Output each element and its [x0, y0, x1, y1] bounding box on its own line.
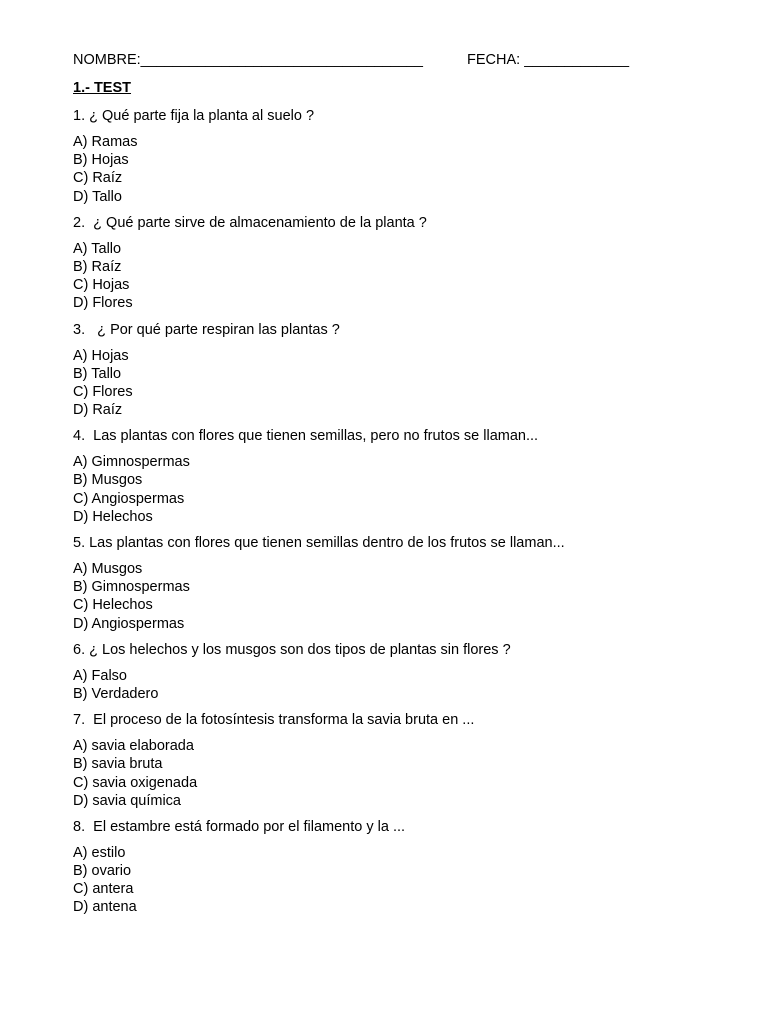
option-a: A) Hojas [73, 347, 129, 364]
option-b: B) Verdadero [73, 685, 159, 702]
question-text: 3. ¿ Por qué parte respiran las plantas ? [73, 321, 340, 338]
option-list [73, 560, 713, 633]
option-c: C) antera [73, 881, 134, 898]
option-d: D) antena [73, 899, 137, 916]
option-d: D) Angiospermas [73, 615, 185, 632]
option-list [73, 667, 713, 703]
question-text: 8. El estambre está formado por el filamento y la ... [73, 818, 406, 835]
option-c: C) savia oxigenada [73, 774, 198, 791]
nombre-field: NOMBRE:___________________________________ [73, 52, 423, 68]
question-block-5 [73, 532, 713, 633]
option-c: C) Angiospermas [73, 490, 185, 507]
option-a: A) estilo [73, 844, 126, 861]
option-d: D) savia química [73, 792, 181, 809]
option-d: D) Tallo [73, 188, 122, 205]
option-b: B) ovario [73, 863, 132, 880]
option-b: B) Hojas [73, 152, 129, 169]
question-block-8 [73, 816, 713, 917]
option-list [73, 844, 713, 917]
option-d: D) Flores [73, 295, 133, 312]
option-list [73, 347, 713, 420]
question-text: 6. ¿ Los helechos y los musgos son dos tipos de plantas sin flores ? [73, 641, 511, 658]
document-page [73, 49, 713, 917]
option-list [73, 133, 713, 206]
question-block-1 [73, 105, 713, 206]
option-a: A) Falso [73, 667, 127, 684]
question-text: 4. Las plantas con flores que tienen semillas, pero no frutos se llaman... [73, 428, 539, 445]
option-c: C) Hojas [73, 277, 130, 294]
option-c: C) Raíz [73, 170, 123, 187]
question-block-4 [73, 425, 713, 526]
question-text: 5. Las plantas con flores que tienen semillas dentro de los frutos se llaman... [73, 535, 565, 551]
header-row [73, 49, 713, 71]
question-block-7 [73, 709, 713, 810]
question-text: 2. ¿ Qué parte sirve de almacenamiento de la planta ? [73, 214, 427, 231]
option-c: C) Flores [73, 383, 133, 400]
option-a: A) Musgos [73, 561, 143, 577]
option-list [73, 737, 713, 810]
fecha-field: FECHA: _____________ [467, 52, 630, 68]
option-a: A) Gimnospermas [73, 454, 190, 471]
option-c: C) Helechos [73, 597, 153, 614]
option-list [73, 240, 713, 313]
option-list [73, 453, 713, 526]
option-b: B) Tallo [73, 365, 122, 382]
section-title: 1.- TEST [73, 80, 132, 96]
question-text: 1. ¿ Qué parte fija la planta al suelo ? [73, 108, 315, 124]
option-b: B) Musgos [73, 472, 143, 489]
question-block-6 [73, 639, 713, 703]
question-block-3 [73, 319, 713, 420]
option-a: A) savia elaborada [73, 738, 194, 755]
question-block-2 [73, 212, 713, 313]
option-b: B) savia bruta [73, 756, 163, 773]
option-d: D) Helechos [73, 508, 153, 525]
option-a: A) Tallo [73, 240, 122, 257]
option-d: D) Raíz [73, 402, 123, 419]
option-b: B) Raíz [73, 258, 122, 275]
question-text: 7. El proceso de la fotosíntesis transforma la savia bruta en ... [73, 712, 475, 729]
option-a: A) Ramas [73, 134, 138, 150]
option-b: B) Gimnospermas [73, 579, 190, 596]
